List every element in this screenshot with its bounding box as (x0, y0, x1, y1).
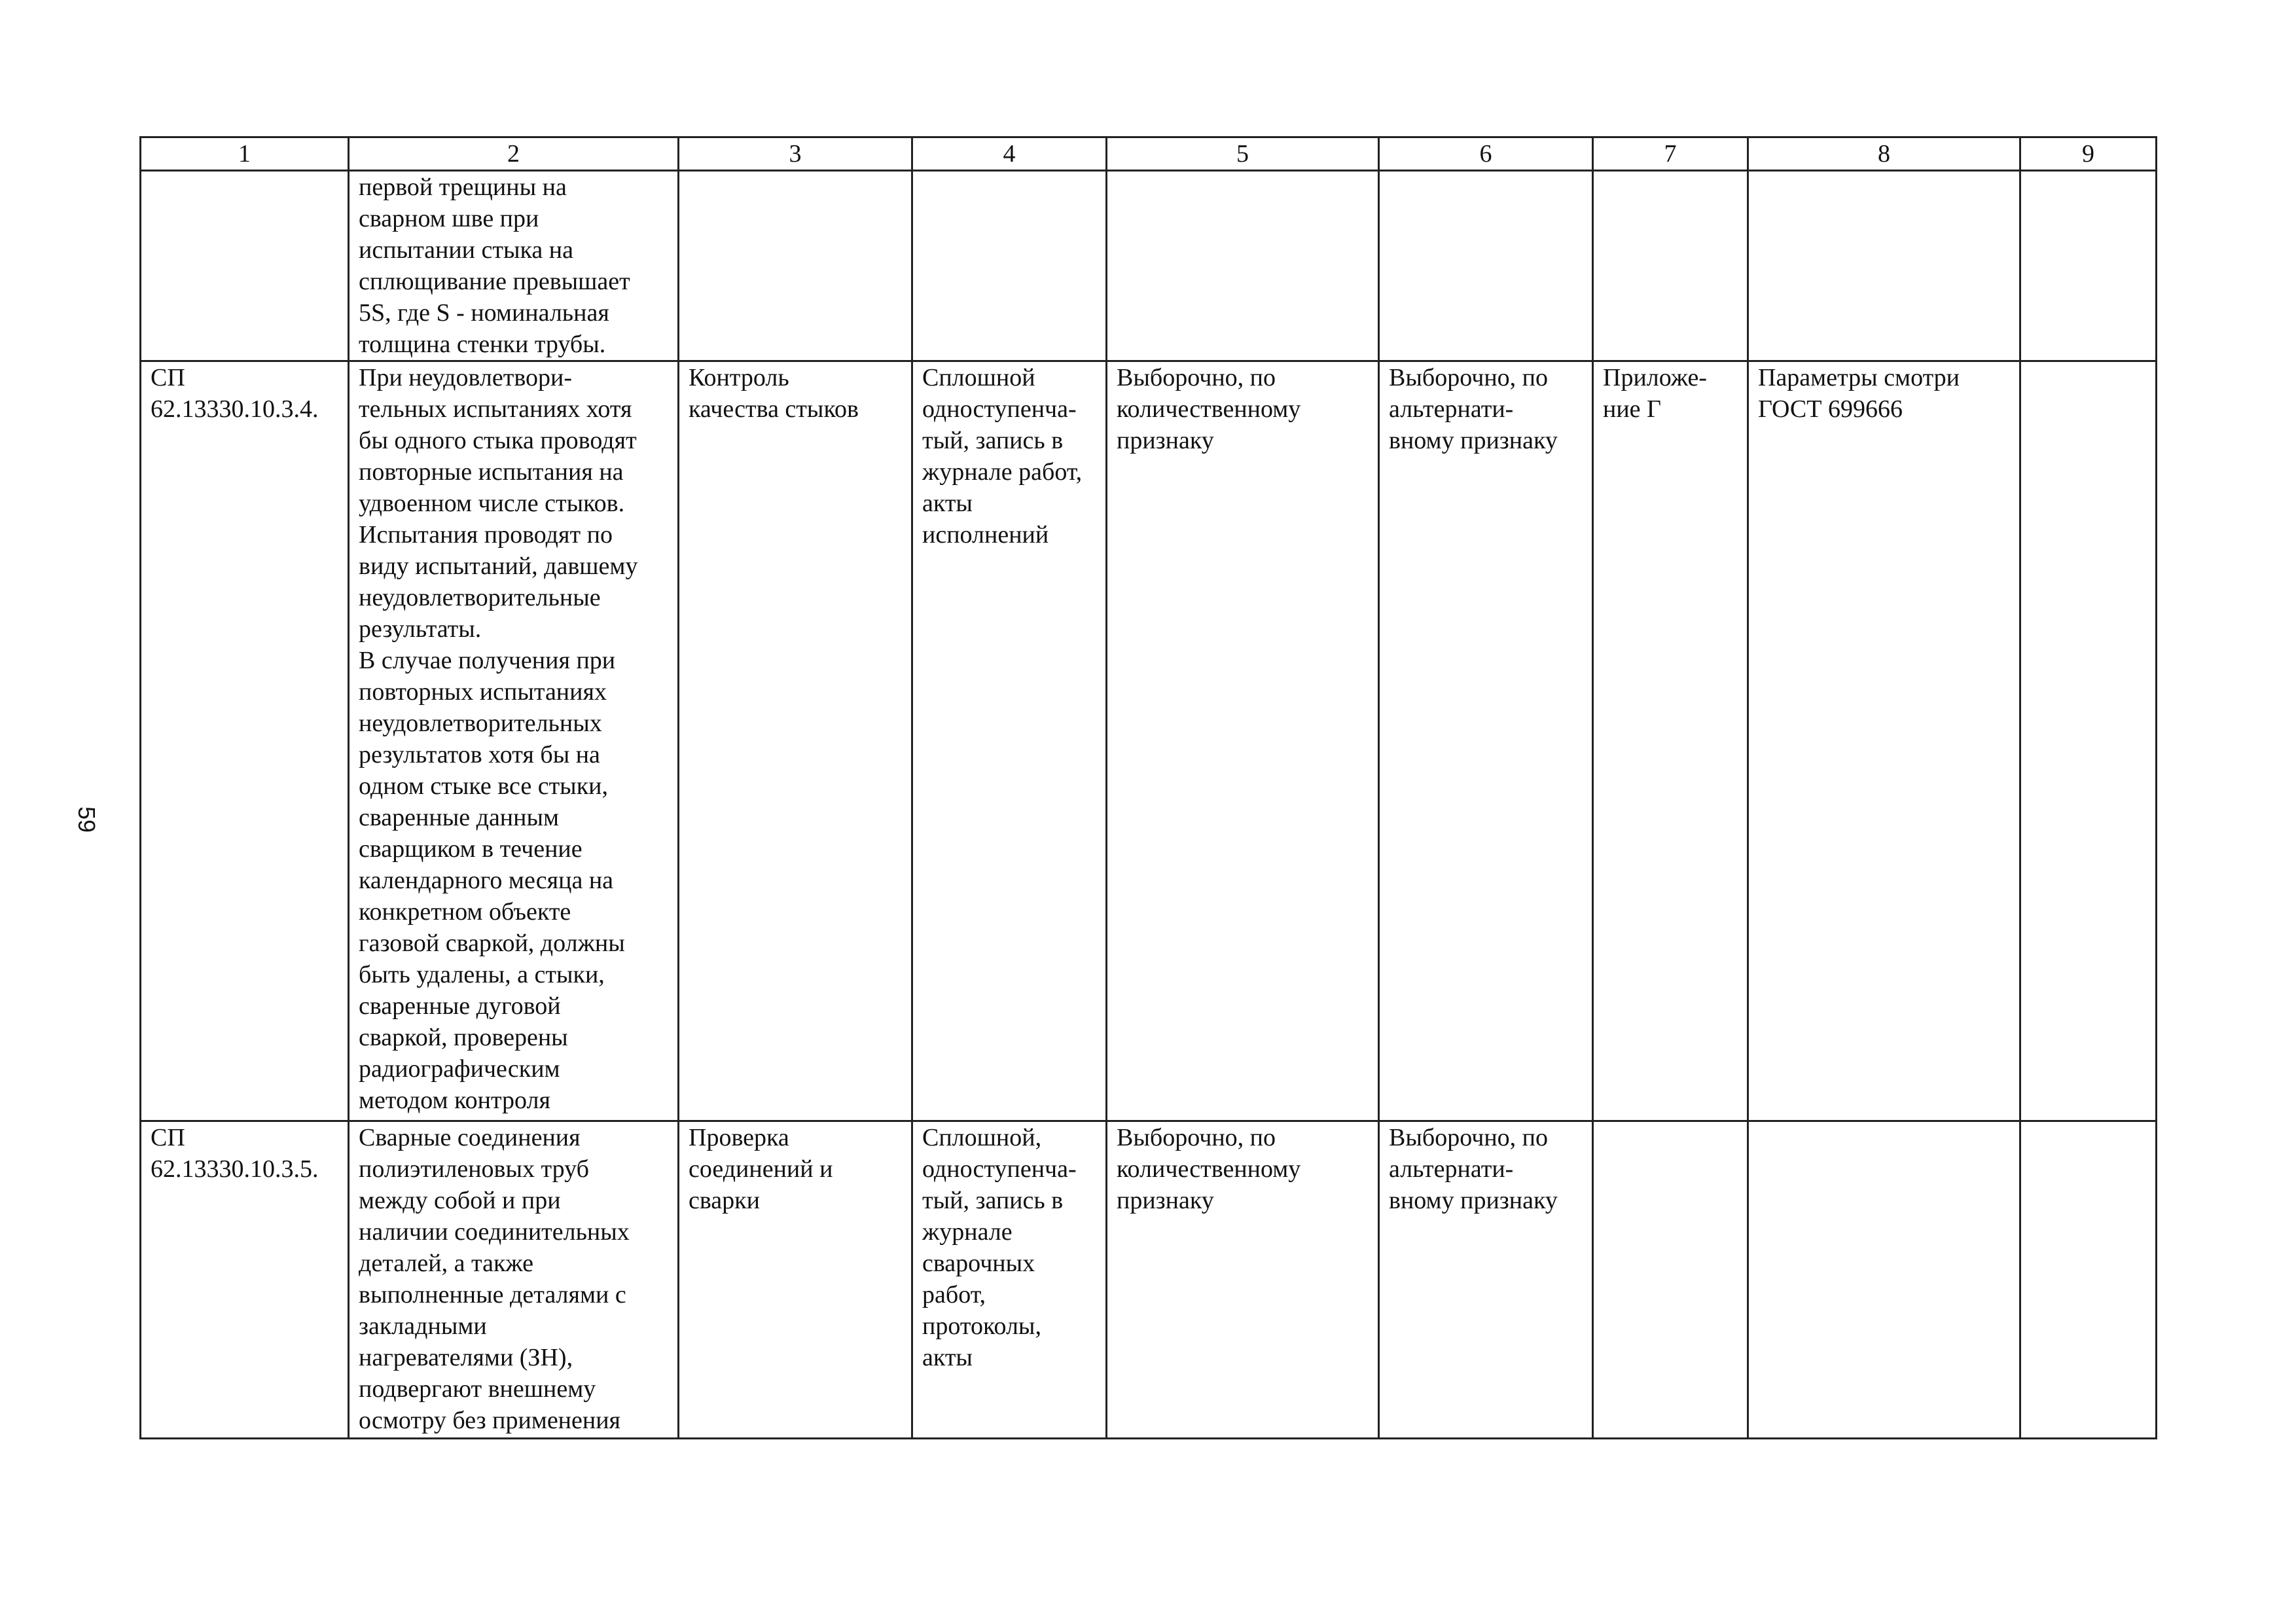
column-header: 8 (1748, 137, 2020, 171)
table-cell (1379, 171, 1593, 361)
table-cell: Выборочно, по альтернати- вному признаку (1379, 1121, 1593, 1439)
table-cell (1107, 171, 1379, 361)
header-row (141, 137, 2157, 171)
table-cell: первой трещины на сварном шве при испытании стыка на сплющивание превышает 5S, где S - номинальная толщина стенки трубы. (349, 171, 679, 361)
table-cell (2020, 1121, 2157, 1439)
column-header: 7 (1593, 137, 1748, 171)
table-cell (1748, 1121, 2020, 1439)
table-cell: Проверка соединений и сварки (679, 1121, 912, 1439)
table-cell (2020, 171, 2157, 361)
table-cell (679, 171, 912, 361)
table-cell: СП 62.13330.10.3.5. (141, 1121, 349, 1439)
table-cell: Выборочно, по количественному признаку (1107, 1121, 1379, 1439)
table-cell: Сплошной одноступенча- тый, запись в журнале работ, акты исполнений (912, 361, 1107, 1121)
column-header: 6 (1379, 137, 1593, 171)
table-row (141, 361, 2157, 1121)
table-cell (1748, 171, 2020, 361)
page-number: 59 (73, 806, 100, 833)
table-cell: Выборочно, по количественному признаку (1107, 361, 1379, 1121)
table-cell (141, 171, 349, 361)
table-cell: СП 62.13330.10.3.4. (141, 361, 349, 1121)
column-header: 5 (1107, 137, 1379, 171)
requirements-table (139, 136, 2157, 1439)
column-header: 2 (349, 137, 679, 171)
table-cell (1593, 171, 1748, 361)
table-cell: Сварные соединения полиэтиленовых труб между собой и при наличии соединительных деталей, а также выполненные деталями с закладными нагревателями (ЗН), подвергают внешнему осмотру без применения (349, 1121, 679, 1439)
column-header: 3 (679, 137, 912, 171)
table-row (141, 171, 2157, 361)
table-cell: При неудовлетвори- тельных испытаниях хотя бы одного стыка проводят повторные испытания на удвоенном числе стыков. Испытания проводят по виду испытаний, давшему неудовлетворительные результаты. В случае получения при повторных испытаниях неудовлетворительных результатов хотя бы на одном стыке все стыки, сваренные данным сварщиком в течение календарного месяца на конкретном объекте газовой сваркой, должны быть удалены, а стыки, сваренные дуговой сваркой, проверены радиографическим методом контроля (349, 361, 679, 1121)
table-cell (1593, 1121, 1748, 1439)
table-cell: Сплошной, одноступенча- тый, запись в журнале сварочных работ, протоколы, акты (912, 1121, 1107, 1439)
column-header: 1 (141, 137, 349, 171)
table-cell (2020, 361, 2157, 1121)
table-cell: Контроль качества стыков (679, 361, 912, 1121)
table-cell: Приложе- ние Г (1593, 361, 1748, 1121)
column-header: 4 (912, 137, 1107, 171)
table-cell: Параметры смотри ГОСТ 699666 (1748, 361, 2020, 1121)
column-header: 9 (2020, 137, 2157, 171)
table-cell: Выборочно, по альтернати- вному признаку (1379, 361, 1593, 1121)
table-row (141, 1121, 2157, 1439)
table-cell (912, 171, 1107, 361)
